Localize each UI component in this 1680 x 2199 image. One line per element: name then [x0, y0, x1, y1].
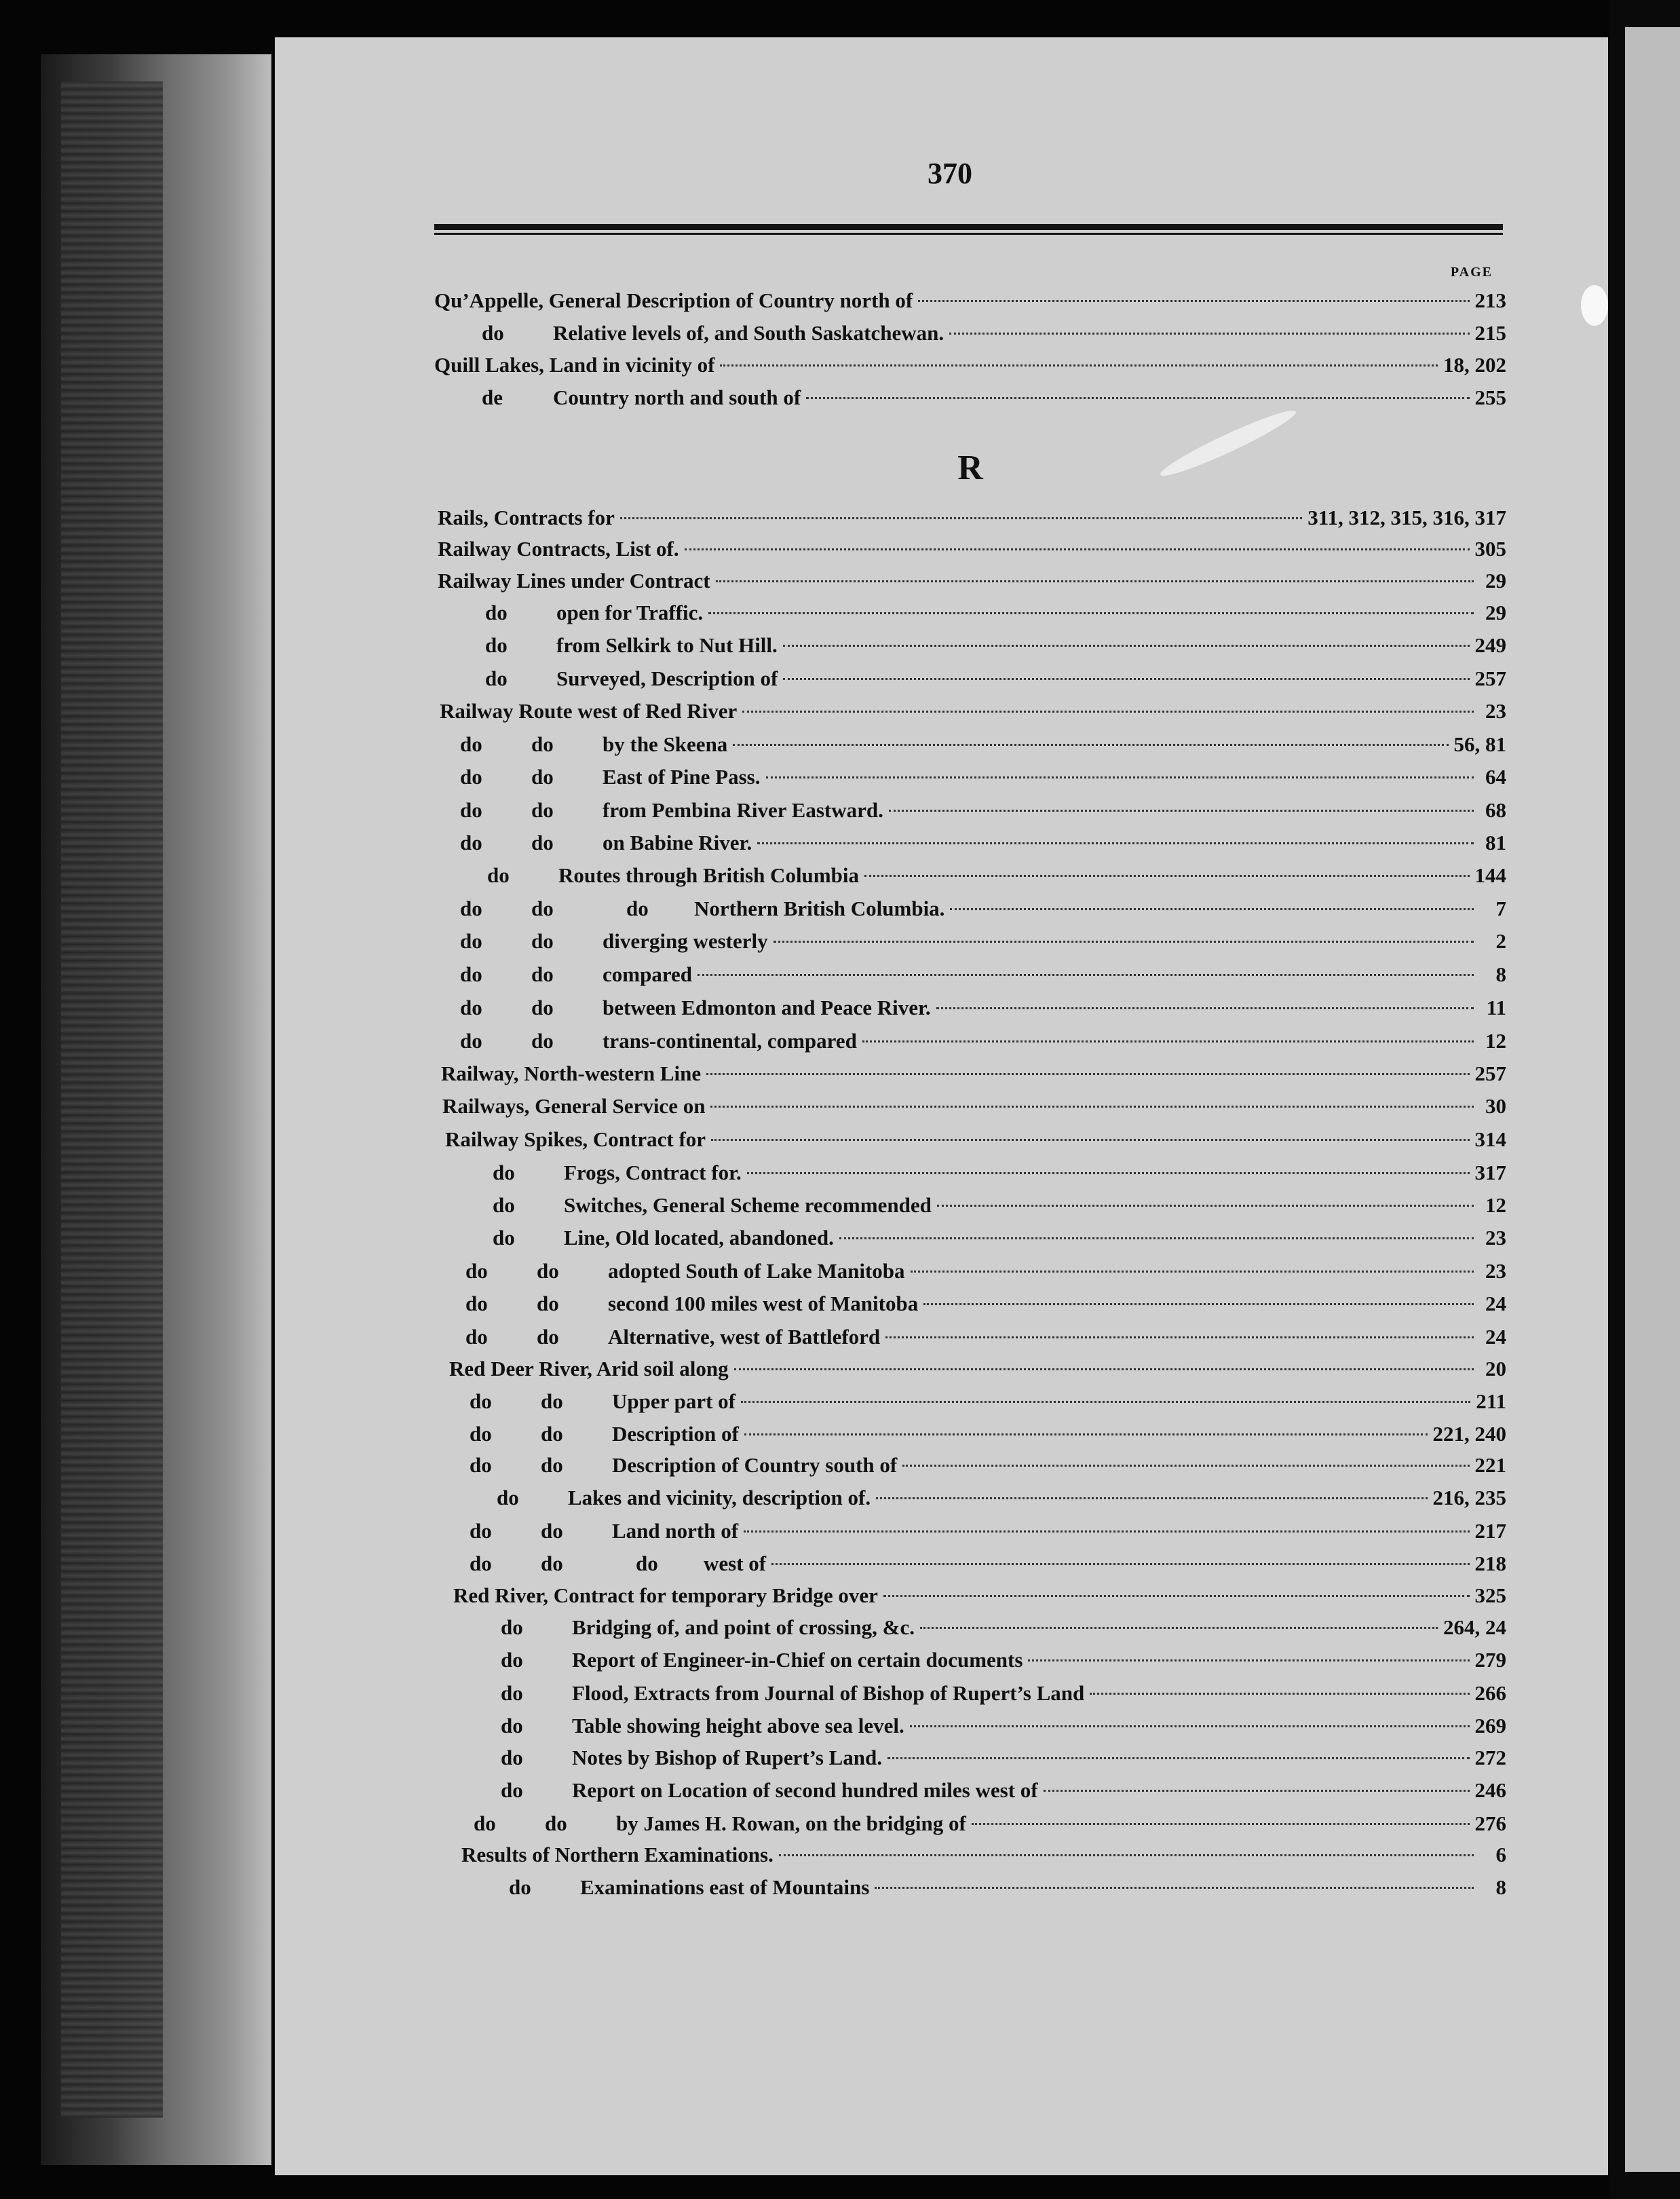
index-entry: [449, 1422, 1506, 1452]
index-entry: [440, 929, 1506, 959]
page-reference: 23: [1485, 1259, 1506, 1283]
page-reference: 221, 240: [1432, 1422, 1506, 1446]
index-entry: [440, 765, 1506, 795]
page-reference: 276: [1474, 1811, 1506, 1835]
ditto-mark: do: [531, 831, 554, 854]
index-entry: [453, 1583, 1506, 1613]
index-entry: [440, 699, 1506, 729]
ditto-mark: do: [465, 1325, 488, 1349]
page-reference: 216, 235: [1432, 1486, 1506, 1509]
entry-heading: diverging westerly: [603, 929, 768, 953]
leader-dots: [711, 1139, 1469, 1141]
index-entry: [445, 1259, 1506, 1289]
ditto-mark: do: [487, 863, 510, 887]
leader-dots: [949, 333, 1469, 335]
page-reference: 213: [1474, 288, 1506, 312]
ditto-mark: do: [537, 1325, 559, 1349]
index-entry: [440, 798, 1506, 828]
leader-dots: [716, 580, 1474, 582]
ditto-mark: do: [545, 1811, 567, 1835]
entry-heading: Notes by Bishop of Rupert’s Land.: [572, 1746, 883, 1769]
index-entry: [440, 732, 1506, 762]
entry-heading: Frogs, Contract for.: [564, 1161, 742, 1184]
page-reference: 64: [1485, 765, 1506, 789]
leader-dots: [779, 1854, 1474, 1856]
index-entry: [434, 353, 1506, 383]
leader-dots: [742, 711, 1474, 713]
entry-heading: Land north of: [612, 1519, 739, 1543]
ditto-mark: do: [485, 601, 508, 624]
index-entry: [438, 666, 1506, 696]
page-reference: 24: [1485, 1325, 1506, 1349]
ditto-mark: do: [541, 1453, 563, 1477]
ditto-mark: do: [470, 1519, 492, 1543]
entry-heading: Description of Country south of: [612, 1453, 898, 1477]
index-entry: [438, 601, 1506, 631]
leader-dots: [747, 1172, 1470, 1174]
page-reference: 81: [1485, 831, 1506, 854]
leader-dots: [839, 1237, 1474, 1239]
entry-heading: compared: [603, 962, 693, 986]
entry-heading: Railways, General Service on: [442, 1094, 706, 1118]
entry-heading: Line, Old located, abandoned.: [564, 1226, 834, 1249]
index-entry: [453, 1615, 1506, 1645]
ditto-mark: do: [460, 1029, 482, 1053]
page-reference: 211: [1476, 1389, 1506, 1413]
ditto-mark: do: [470, 1422, 492, 1446]
page-reference: 311, 312, 315, 316, 317: [1307, 506, 1506, 529]
leader-dots: [757, 842, 1474, 844]
entry-heading: Switches, General Scheme recommended: [564, 1193, 932, 1217]
leader-dots: [883, 1595, 1470, 1597]
index-entry: [445, 1292, 1506, 1321]
page-reference: 269: [1474, 1714, 1506, 1737]
leader-dots: [806, 397, 1469, 399]
index-entry: [440, 831, 1506, 861]
index-entry: [434, 288, 1506, 318]
leader-dots: [710, 1106, 1474, 1108]
leader-dots: [783, 645, 1470, 647]
leader-dots: [902, 1465, 1469, 1467]
entry-heading: Lakes and vicinity, description of.: [568, 1486, 871, 1509]
index-entry: [434, 386, 1506, 415]
entry-heading: by the Skeena: [603, 732, 728, 756]
leader-dots: [744, 1433, 1428, 1435]
ditto-mark: do: [541, 1519, 563, 1543]
index-entry: [453, 1811, 1506, 1841]
ditto-mark: do: [493, 1193, 515, 1217]
page-reference: 257: [1474, 666, 1506, 690]
index-entry: [445, 1325, 1506, 1355]
ditto-mark: do: [460, 732, 482, 756]
ditto-mark: do: [541, 1422, 563, 1446]
entry-heading: Table showing height above sea level.: [572, 1714, 904, 1737]
leader-dots: [774, 941, 1474, 943]
page-reference: 264, 24: [1443, 1615, 1506, 1639]
index-entry: [438, 569, 1506, 599]
index-entry: [449, 1357, 1506, 1387]
entry-heading: adopted South of Lake Manitoba: [608, 1259, 905, 1283]
page-reference: 8: [1495, 1875, 1506, 1899]
index-entry: [438, 633, 1506, 663]
page-reference: 24: [1485, 1292, 1506, 1315]
ditto-mark: do: [501, 1746, 523, 1769]
entry-heading: Red River, Contract for temporary Bridge over: [453, 1583, 878, 1607]
page-reference: 215: [1474, 321, 1506, 345]
index-entry: [445, 1193, 1506, 1223]
leader-dots: [876, 1497, 1427, 1499]
ditto-mark: do: [470, 1389, 492, 1413]
ditto-mark: do: [531, 929, 554, 953]
entry-heading: second 100 miles west of Manitoba: [608, 1292, 919, 1315]
entry-heading: Report on Location of second hundred miles west of: [572, 1778, 1038, 1802]
entry-heading: trans-continental, compared: [603, 1029, 857, 1053]
facing-page-edge: [1625, 27, 1680, 2172]
leader-dots: [720, 364, 1438, 366]
index-entry: [461, 1875, 1506, 1905]
page-reference: 12: [1485, 1193, 1506, 1217]
entry-heading: west of: [704, 1552, 767, 1575]
ditto-mark: do: [509, 1875, 531, 1899]
page-reference: 6: [1495, 1843, 1506, 1866]
entry-heading: Routes through British Columbia: [558, 863, 859, 887]
entry-heading: Upper part of: [612, 1389, 736, 1413]
index-entry: [445, 1161, 1506, 1190]
index-entry: [440, 962, 1506, 992]
entry-heading: Railway Lines under Contract: [438, 569, 710, 593]
index-entry: [449, 1552, 1506, 1581]
ditto-mark: do: [531, 732, 554, 756]
index-entry: [440, 863, 1506, 893]
entry-heading: open for Traffic.: [556, 601, 704, 624]
entry-heading: Red Deer River, Arid soil along: [449, 1357, 729, 1380]
ditto-mark: do: [493, 1226, 515, 1249]
index-entry: [445, 1127, 1506, 1157]
ditto-mark: do: [460, 798, 482, 822]
entry-heading: Description of: [612, 1422, 739, 1446]
entry-heading: Qu’Appelle, General Description of Country north of: [434, 288, 913, 312]
leader-dots: [950, 908, 1474, 910]
index-entry: [453, 1778, 1506, 1808]
ditto-mark: do: [460, 962, 482, 986]
page-reference: 68: [1485, 798, 1506, 822]
page-reference: 317: [1474, 1161, 1506, 1184]
page-reference: 2: [1495, 929, 1506, 953]
index-entry: [453, 1746, 1506, 1775]
index-entry: [440, 897, 1506, 926]
page-edges: [61, 81, 163, 2118]
entry-heading: Country north and south of: [553, 386, 801, 409]
entry-heading: Bridging of, and point of crossing, &c.: [572, 1615, 915, 1639]
entry-heading: Report of Engineer-in-Chief on certain documents: [572, 1648, 1023, 1672]
ditto-mark: do: [531, 996, 554, 1019]
page-reference: 221: [1474, 1453, 1506, 1477]
page-reference: 255: [1474, 386, 1506, 409]
page-reference: 12: [1485, 1029, 1506, 1053]
index-entry: [440, 1029, 1506, 1059]
index-entry: [449, 1486, 1506, 1516]
leader-dots: [972, 1823, 1470, 1825]
ditto-mark: do: [541, 1552, 563, 1575]
ditto-mark: do: [501, 1615, 523, 1639]
entry-heading: Results of Northern Examinations.: [461, 1843, 774, 1866]
header-rule-thin: [434, 233, 1503, 235]
ditto-mark: do: [460, 929, 482, 953]
ditto-mark: do: [501, 1648, 523, 1672]
leader-dots: [744, 1530, 1469, 1533]
ditto-mark: do: [531, 798, 554, 822]
ditto-mark: do: [460, 996, 482, 1019]
leader-dots: [620, 517, 1302, 519]
leader-dots: [862, 1040, 1474, 1042]
ditto-mark: do: [636, 1552, 658, 1575]
leader-dots: [923, 1303, 1474, 1305]
ditto-mark: do: [485, 666, 508, 690]
ditto-mark: do: [531, 765, 554, 789]
leader-dots: [783, 678, 1469, 680]
index-entry: [453, 1714, 1506, 1744]
entry-heading: Railway Route west of Red River: [440, 699, 738, 723]
scan-smudge: [1581, 285, 1608, 326]
ditto-mark: do: [470, 1453, 492, 1477]
ditto-mark: do: [460, 897, 482, 920]
leader-dots: [937, 1205, 1474, 1207]
leader-dots: [920, 1627, 1438, 1629]
index-entry: [441, 1061, 1506, 1091]
page-reference: 325: [1474, 1583, 1506, 1607]
index-entry: [440, 996, 1506, 1026]
page-reference: 8: [1495, 962, 1506, 986]
leader-dots: [771, 1563, 1469, 1565]
leader-dots: [889, 810, 1474, 812]
leader-dots: [1028, 1659, 1469, 1661]
leader-dots: [911, 1271, 1474, 1273]
page-reference: 11: [1486, 996, 1506, 1019]
page-reference: 246: [1474, 1778, 1506, 1802]
entry-heading: East of Pine Pass.: [603, 765, 761, 789]
ditto-mark: do: [482, 321, 504, 345]
leader-dots: [864, 875, 1470, 877]
leader-dots: [708, 612, 1474, 614]
entry-heading: Relative levels of, and South Saskatchewan.: [553, 321, 944, 345]
entry-heading: Examinations east of Mountains: [580, 1875, 870, 1899]
ditto-mark: de: [482, 386, 503, 409]
page-reference: 218: [1474, 1552, 1506, 1575]
page-reference: 217: [1474, 1519, 1506, 1543]
ditto-mark: do: [493, 1161, 515, 1184]
section-letter: R: [957, 449, 983, 487]
ditto-mark: do: [465, 1292, 488, 1315]
ditto-mark: do: [465, 1259, 488, 1283]
entry-heading: by James H. Rowan, on the bridging of: [616, 1811, 966, 1835]
ditto-mark: do: [537, 1292, 559, 1315]
page-reference: 314: [1474, 1127, 1506, 1151]
leader-dots: [741, 1401, 1470, 1403]
entry-heading: Rails, Contracts for: [438, 506, 615, 529]
index-entry: [461, 1843, 1506, 1873]
leader-dots: [885, 1336, 1474, 1338]
ditto-mark: do: [626, 897, 649, 920]
entry-heading: Northern British Columbia.: [694, 897, 945, 920]
index-entry: [438, 537, 1506, 567]
index-entry: [438, 506, 1506, 535]
page-reference: 266: [1474, 1681, 1506, 1705]
page-reference: 18, 202: [1443, 353, 1506, 377]
page-reference: 305: [1474, 537, 1506, 561]
index-entry: [442, 1094, 1506, 1124]
page-reference: 257: [1474, 1061, 1506, 1085]
header-rule: [434, 224, 1503, 230]
ditto-mark: do: [531, 1029, 554, 1053]
page-number: 370: [928, 157, 972, 190]
leader-dots: [733, 744, 1448, 746]
page-reference: 144: [1474, 863, 1506, 887]
ditto-mark: do: [541, 1389, 563, 1413]
entry-heading: Railway, North-western Line: [441, 1061, 702, 1085]
page-reference: 29: [1485, 569, 1506, 593]
index-entry: [453, 1648, 1506, 1678]
leader-dots: [875, 1887, 1474, 1889]
page-reference: 20: [1485, 1357, 1506, 1380]
ditto-mark: do: [460, 831, 482, 854]
page-reference: 23: [1485, 699, 1506, 723]
index-entry: [449, 1389, 1506, 1419]
leader-dots: [734, 1368, 1474, 1370]
ditto-mark: do: [501, 1681, 523, 1705]
entry-heading: Quill Lakes, Land in vicinity of: [434, 353, 715, 377]
leader-dots: [706, 1073, 1469, 1075]
leader-dots: [910, 1725, 1470, 1727]
index-entry: [445, 1226, 1506, 1256]
entry-heading: on Babine River.: [603, 831, 752, 854]
leader-dots: [766, 776, 1474, 778]
ditto-mark: do: [470, 1552, 492, 1575]
ditto-mark: do: [501, 1714, 523, 1737]
page-reference: 249: [1474, 633, 1506, 657]
index-entry: [434, 321, 1506, 351]
page-reference: 272: [1474, 1746, 1506, 1769]
entry-heading: Railway Contracts, List of.: [438, 537, 679, 561]
index-entry: [449, 1453, 1506, 1483]
ditto-mark: do: [460, 765, 482, 789]
entry-heading: Flood, Extracts from Journal of Bishop of Rupert’s Land: [572, 1681, 1085, 1705]
entry-heading: Surveyed, Description of: [556, 666, 778, 690]
ditto-mark: do: [531, 962, 554, 986]
leader-dots: [685, 548, 1470, 550]
ditto-mark: do: [497, 1486, 519, 1509]
leader-dots: [918, 300, 1469, 302]
ditto-mark: do: [474, 1811, 496, 1835]
page-reference: 29: [1485, 601, 1506, 624]
ditto-mark: do: [537, 1259, 559, 1283]
leader-dots: [936, 1007, 1474, 1009]
entry-heading: Railway Spikes, Contract for: [445, 1127, 706, 1151]
leader-dots: [1044, 1790, 1470, 1792]
ditto-mark: do: [501, 1778, 523, 1802]
entry-heading: from Pembina River Eastward.: [603, 798, 883, 822]
page-reference: 56, 81: [1453, 732, 1506, 756]
ditto-mark: do: [485, 633, 508, 657]
leader-dots: [1090, 1693, 1469, 1695]
page-reference: 30: [1485, 1094, 1506, 1118]
entry-heading: between Edmonton and Peace River.: [603, 996, 931, 1019]
index-entry: [449, 1519, 1506, 1549]
index-entry: [453, 1681, 1506, 1711]
page-reference: 279: [1474, 1648, 1506, 1672]
leader-dots: [887, 1757, 1469, 1759]
page-reference: 7: [1495, 897, 1506, 920]
entry-heading: Alternative, west of Battleford: [608, 1325, 881, 1349]
page-column-header: PAGE: [1450, 265, 1493, 280]
page-reference: 23: [1485, 1226, 1506, 1249]
ditto-mark: do: [531, 897, 554, 920]
leader-dots: [698, 974, 1474, 976]
entry-heading: from Selkirk to Nut Hill.: [556, 633, 778, 657]
